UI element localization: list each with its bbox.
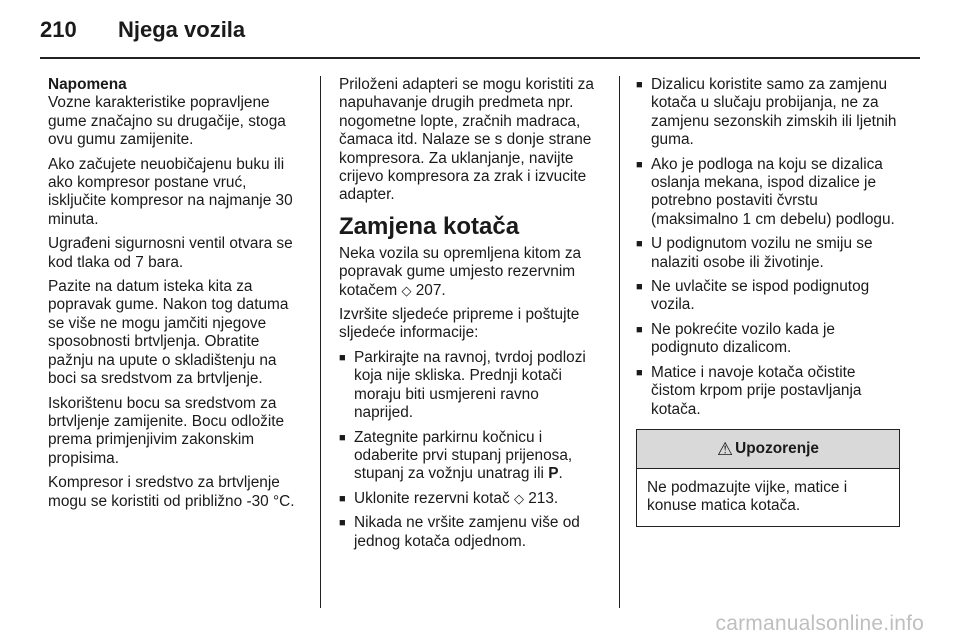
bullet-icon: ■: [339, 517, 346, 530]
warning-title: Upozorenje: [735, 439, 819, 457]
chapter-title: Njega vozila: [118, 17, 246, 42]
paragraph: Vozne karakteristike popravljene gume značajno su drugačije, stoga ovu gumu zamijenite.: [48, 94, 286, 149]
list-item: ■ Uklonite rezervni kotač ◇ 213.: [339, 489, 559, 507]
bullet-icon: ■: [339, 492, 346, 505]
paragraph: Ugrađeni sigurnosni ventil otvara se kod tlaka od 7 bara.: [48, 235, 293, 271]
page-reference-link[interactable]: 207.: [415, 281, 446, 299]
column-divider: [320, 76, 321, 608]
bullet-icon: ■: [636, 238, 643, 251]
bullet-icon: ■: [636, 366, 643, 379]
paragraph: Kompresor i sredstvo za brtvljenje mogu se koristiti od približno -30 °C.: [48, 474, 295, 510]
list-item: ■ Zategnite parkirnu kočnicu i odaberite prvi stupanj prijenosa, stupanj za vožnju unatrag ili P.: [339, 428, 573, 483]
paragraph: Neka vozila su opremljena kitom za popravak gume umjesto rezervnim kotačem ◇ 207.: [339, 244, 582, 299]
paragraph: Ako začujete neuobičajenu buku ili ako kompresor postane vruć, isključite kompresor na najmanje 30 minuta.: [48, 155, 293, 228]
bullet-icon: ■: [636, 158, 643, 171]
column-3: [636, 76, 904, 527]
header-rule: [40, 57, 920, 59]
paragraph: Priloženi adapteri se mogu koristiti za napuhavanje drugih predmeta npr. nogometne lopte, zračnih madraca, čamaca itd. Nalaze se s donje strane kompresora. Za uklanjanje, navijte crijevo kompresora za zrak i izvucite adapter.: [339, 76, 594, 204]
watermark: carmanualsonline.info: [715, 612, 924, 635]
list-item: ■ Ne pokrećite vozilo kada je podignuto dizalicom.: [636, 320, 835, 357]
warning-box: [636, 429, 900, 527]
list-item: ■ Ako je podloga na koju se dizalica oslanja mekana, ispod dizalice je potrebno postaviti čvrstu (maksimalno 1 cm debelu) podlogu.: [636, 155, 895, 228]
page-number: 210: [40, 17, 77, 42]
bullet-list: [636, 76, 904, 419]
list-item: ■ Nikada ne vršite zamjenu više od jednog kotača odjednom.: [339, 514, 580, 550]
page-header: [40, 10, 245, 50]
column-2: [339, 76, 601, 557]
page-reference-link[interactable]: 213.: [528, 489, 559, 507]
bullet-list: [339, 349, 601, 551]
bullet-icon: ■: [636, 79, 643, 91]
warning-header: [637, 430, 899, 469]
paragraph: Pazite na datum isteka kita za popravak gume. Nakon tog datuma se više ne mogu jamčiti njegove sposobnosti brtvljenja. Obratite pažnju na upute o skladištenju na boci sa sredstvom za brtvljenje.: [48, 278, 289, 388]
page-reference-icon: ◇: [401, 282, 412, 298]
list-item: ■ Dizalicu koristite samo za zamjenu kotača u slučaju probijanja, ne za zamjenu sezonskih zimskih ili ljetnih guma.: [636, 76, 897, 149]
column-1: [48, 76, 308, 517]
bullet-icon: ■: [339, 351, 346, 364]
bullet-icon: ■: [636, 323, 643, 336]
list-item: ■ Ne uvlačite se ispod podignutog vozila.: [636, 278, 870, 314]
warning-text: Ne podmazujte vijke, matice i konuse matica kotača.: [647, 478, 848, 515]
page-reference-icon: ◇: [513, 490, 524, 506]
bullet-icon: ■: [636, 281, 643, 294]
list-item: ■ Parkirajte na ravnoj, tvrdoj podlozi koja nije skliska. Prednji kotači moraju biti usmjereni ravno naprijed.: [339, 348, 586, 422]
section-heading: Zamjena kotača: [339, 212, 520, 240]
paragraph: Iskorištenu bocu sa sredstvom za brtvljenje zamijenite. Bocu odložite prema primjenjivim zakonskim propisima.: [48, 394, 285, 467]
warning-icon: ⚠: [717, 438, 734, 459]
column-divider: [619, 76, 620, 608]
bullet-icon: ■: [339, 431, 346, 444]
list-item: ■ U podignutom vozilu ne smiju se nalaziti osobe ili životinje.: [636, 235, 873, 271]
list-item: ■ Matice i navoje kotača očistite čistom krpom prije postavljanja kotača.: [636, 363, 862, 418]
paragraph: Izvršite sljedeće pripreme i poštujte sljedeće informacije:: [339, 306, 580, 342]
note-title: Napomena: [48, 76, 127, 93]
